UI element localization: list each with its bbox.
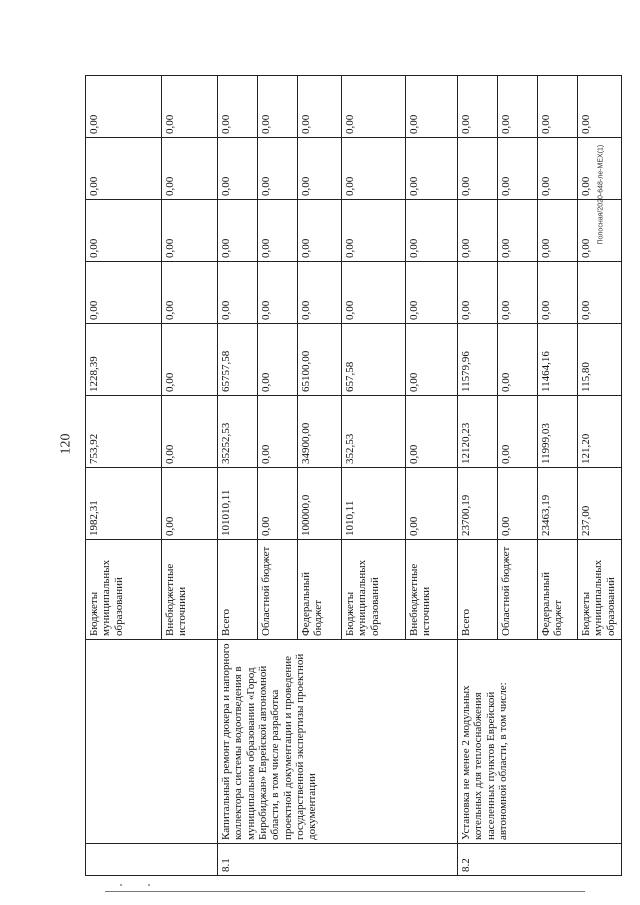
amount-cell: 101010,11 xyxy=(218,468,258,540)
item-number-cell: 8.1 xyxy=(218,844,458,876)
amount-cell: 35252,53 xyxy=(218,396,258,468)
amount-cell: 0,00 xyxy=(258,138,298,200)
amount-cell: 0,00 xyxy=(258,262,298,324)
scan-speck xyxy=(120,884,122,886)
amount-cell: 0,00 xyxy=(86,76,162,138)
footer-rule xyxy=(105,891,585,892)
amount-cell: 0,00 xyxy=(406,324,458,396)
amount-cell: 352,53 xyxy=(342,396,406,468)
amount-cell: 100000,0 xyxy=(298,468,342,540)
funding-source-cell: Бюджеты муниципальных образований xyxy=(86,540,162,640)
amount-cell: 11999,03 xyxy=(538,396,578,468)
amount-cell: 34900,00 xyxy=(298,396,342,468)
item-description-cell xyxy=(86,640,218,844)
amount-cell: 23700,19 xyxy=(458,468,498,540)
amount-cell: 115,80 xyxy=(578,324,622,396)
amount-cell: 0,00 xyxy=(498,396,538,468)
amount-cell: 0,00 xyxy=(578,76,622,138)
amount-cell: 65100,00 xyxy=(298,324,342,396)
budget-table xyxy=(85,75,622,876)
funding-source-cell: Всего xyxy=(218,540,258,640)
amount-cell: 0,00 xyxy=(406,138,458,200)
amount-cell: 0,00 xyxy=(162,396,218,468)
item-description-cell: Установка не менее 2 модульных котельных для теплоснабжения населенных пунктов Еврейской автономной области, в том числе: xyxy=(458,640,622,844)
page-number: 120 xyxy=(58,433,74,455)
amount-cell: 0,00 xyxy=(298,138,342,200)
amount-cell: 0,00 xyxy=(162,468,218,540)
amount-cell: 0,00 xyxy=(86,200,162,262)
table-row xyxy=(458,76,498,876)
funding-source-cell: Всего xyxy=(458,540,498,640)
amount-cell: 0,00 xyxy=(162,262,218,324)
amount-cell: 65757,58 xyxy=(218,324,258,396)
side-note-text: Полосная/2020-648-ле-МЕХ(1) xyxy=(597,144,605,245)
amount-cell: 0,00 xyxy=(298,200,342,262)
amount-cell: 0,00 xyxy=(218,138,258,200)
table-row xyxy=(86,76,162,876)
amount-cell: 0,00 xyxy=(86,262,162,324)
amount-cell: 1010,11 xyxy=(342,468,406,540)
item-number-cell: 8.2 xyxy=(458,844,622,876)
amount-cell: 23463,19 xyxy=(538,468,578,540)
funding-source-cell: Бюджеты муниципальных образований xyxy=(342,540,406,640)
amount-cell: 11579,96 xyxy=(458,324,498,396)
scan-speck xyxy=(148,884,150,886)
amount-cell: 0,00 xyxy=(538,138,578,200)
amount-cell: 0,00 xyxy=(258,396,298,468)
amount-cell: 0,00 xyxy=(162,138,218,200)
amount-cell: 0,00 xyxy=(162,200,218,262)
amount-cell: 0,00 xyxy=(578,262,622,324)
funding-source-cell: Федеральный бюджет xyxy=(298,540,342,640)
amount-cell: 0,00 xyxy=(342,138,406,200)
amount-cell: 657,58 xyxy=(342,324,406,396)
amount-cell: 0,00 xyxy=(342,262,406,324)
amount-cell: 0,00 xyxy=(538,200,578,262)
amount-cell: 0,00 xyxy=(406,200,458,262)
amount-cell: 121,20 xyxy=(578,396,622,468)
amount-cell: 0,00 xyxy=(258,200,298,262)
amount-cell: 0,00 xyxy=(406,76,458,138)
amount-cell: 0,00 xyxy=(342,76,406,138)
amount-cell: 0,00 xyxy=(218,262,258,324)
amount-cell: 1228,39 xyxy=(86,324,162,396)
budget-table-body xyxy=(86,76,622,876)
amount-cell: 0,00 xyxy=(218,200,258,262)
amount-cell: 0,00 xyxy=(342,200,406,262)
amount-cell: 0,00 xyxy=(458,200,498,262)
amount-cell: 0,00 xyxy=(458,138,498,200)
amount-cell: 0,00 xyxy=(578,200,622,262)
amount-cell: 0,00 xyxy=(406,262,458,324)
amount-cell: 0,00 xyxy=(86,138,162,200)
amount-cell: 0,00 xyxy=(498,200,538,262)
amount-cell: 0,00 xyxy=(258,76,298,138)
amount-cell: 0,00 xyxy=(258,468,298,540)
funding-source-cell: Областной бюджет xyxy=(258,540,298,640)
item-number-cell xyxy=(86,844,218,876)
amount-cell: 0,00 xyxy=(406,396,458,468)
amount-cell: 0,00 xyxy=(498,76,538,138)
amount-cell: 0,00 xyxy=(578,138,622,200)
amount-cell: 0,00 xyxy=(458,76,498,138)
table-row xyxy=(218,76,258,876)
funding-source-cell: Бюджеты муниципальных образований xyxy=(578,540,622,640)
amount-cell: 237,00 xyxy=(578,468,622,540)
amount-cell: 0,00 xyxy=(498,468,538,540)
amount-cell: 12120,23 xyxy=(458,396,498,468)
amount-cell: 0,00 xyxy=(538,262,578,324)
amount-cell: 0,00 xyxy=(498,138,538,200)
amount-cell: 0,00 xyxy=(258,324,298,396)
funding-source-cell: Внебюджетные источники xyxy=(406,540,458,640)
amount-cell: 0,00 xyxy=(162,324,218,396)
funding-source-cell: Федеральный бюджет xyxy=(538,540,578,640)
amount-cell: 0,00 xyxy=(218,76,258,138)
amount-cell: 0,00 xyxy=(538,76,578,138)
amount-cell: 0,00 xyxy=(162,76,218,138)
amount-cell: 0,00 xyxy=(406,468,458,540)
amount-cell: 11464,16 xyxy=(538,324,578,396)
amount-cell: 0,00 xyxy=(458,262,498,324)
amount-cell: 0,00 xyxy=(498,262,538,324)
item-description-cell: Капитальный ремонт дюкера и напорного коллектора системы водоотведения в муниципальном образовании «Город Биробиджан» Еврейской автономной области, в том числе разработка проектной документации и проведение государственной экспертизы проектной документации xyxy=(218,640,458,844)
amount-cell: 0,00 xyxy=(498,324,538,396)
amount-cell: 1982,31 xyxy=(86,468,162,540)
funding-source-cell: Областной бюджет xyxy=(498,540,538,640)
amount-cell: 753,92 xyxy=(86,396,162,468)
amount-cell: 0,00 xyxy=(298,262,342,324)
funding-source-cell: Внебюджетные источники xyxy=(162,540,218,640)
amount-cell: 0,00 xyxy=(298,76,342,138)
